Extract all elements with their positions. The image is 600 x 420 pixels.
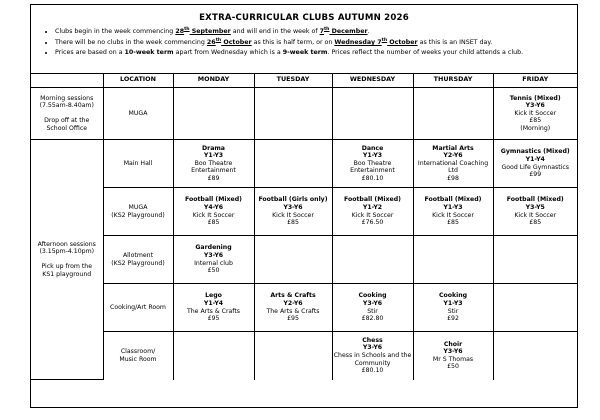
club-entry <box>334 145 412 183</box>
location-label: Music Room <box>119 355 157 363</box>
club-title: Drama <box>202 144 225 152</box>
club-provider: Kick It Soccer <box>272 211 314 219</box>
club-provider: International Coaching Ltd <box>417 159 489 175</box>
club-years: Y1-Y3 <box>443 203 463 211</box>
club-cell <box>413 88 493 140</box>
club-cell <box>493 88 577 140</box>
note-item <box>55 48 573 57</box>
column-header <box>31 73 103 88</box>
club-cell <box>493 188 577 236</box>
club-title: Football (Mixed) <box>344 196 401 204</box>
clubs-timetable <box>31 73 577 380</box>
note-emphasis: 28 <box>175 28 185 36</box>
note-emphasis: October <box>221 39 252 47</box>
club-cost: £82.80 <box>361 315 384 323</box>
session-line: Drop off at the <box>44 117 90 125</box>
club-cost: £92 <box>447 315 459 323</box>
club-cell <box>413 332 493 380</box>
club-cell <box>493 236 577 284</box>
clubs-document <box>30 4 578 408</box>
club-years: Y2-Y6 <box>443 152 463 160</box>
column-header: TUESDAY <box>254 73 332 88</box>
club-cell <box>332 332 413 380</box>
club-entry <box>175 145 253 183</box>
location-cell <box>103 140 173 188</box>
club-cell <box>332 88 413 140</box>
note-superscript: th <box>215 38 222 44</box>
table-row <box>31 140 577 188</box>
club-cell <box>493 284 577 332</box>
club-title: Cooking <box>358 292 387 300</box>
club-cost: £85 <box>529 219 542 227</box>
column-header: WEDNESDAY <box>332 73 413 88</box>
club-title: Lego <box>205 292 222 300</box>
club-cell <box>332 236 413 284</box>
document-header <box>31 5 577 74</box>
club-cell <box>332 188 413 236</box>
club-provider: Kick It Soccer <box>351 211 394 219</box>
club-provider: Good Life Gymnastics <box>501 163 570 171</box>
session-line: (3.15pm-4.10pm) <box>39 248 95 256</box>
note-text: Prices are based on a <box>55 48 125 56</box>
club-entry <box>334 337 412 375</box>
club-title: Gardening <box>195 244 232 252</box>
club-title: Football (Girls only) <box>258 196 328 204</box>
club-provider: Kick It Soccer <box>514 109 557 117</box>
club-years: Y1-Y4 <box>525 155 545 163</box>
club-provider: Kick It Soccer <box>514 211 557 219</box>
club-cell <box>173 284 254 332</box>
club-provider: Boo Theatre Entertainment <box>191 159 236 175</box>
location-cell <box>103 332 173 380</box>
club-cell <box>254 284 332 332</box>
location-label: MUGA <box>128 203 148 211</box>
note-superscript: th <box>323 27 330 32</box>
club-cell <box>493 332 577 380</box>
note-superscript: th <box>381 38 388 44</box>
session-line: Morning sessions <box>40 94 94 102</box>
club-cell <box>254 236 332 284</box>
location-label: Classroom/ <box>120 348 156 356</box>
club-entry <box>334 292 412 322</box>
club-provider: The Arts & Crafts <box>186 307 241 315</box>
club-provider: Mr S Thomas <box>432 355 474 363</box>
club-provider: Kick It Soccer <box>192 211 235 219</box>
club-cost: £85 <box>529 117 542 125</box>
club-title: Choir <box>443 340 463 348</box>
club-cell <box>173 88 254 140</box>
club-cost: £80.10 <box>361 367 384 375</box>
club-years: Y1-Y3 <box>362 152 383 160</box>
note-text: apart from Wednesday which is a <box>173 48 283 56</box>
club-cost: £98 <box>447 174 459 182</box>
note-item <box>55 25 573 36</box>
note-emphasis: December <box>329 28 368 36</box>
location-label: Allotment <box>122 251 154 259</box>
column-header: MONDAY <box>173 73 254 88</box>
club-cell <box>254 332 332 380</box>
club-cost: £76.50 <box>361 219 384 227</box>
note-text: as this is an INSET day. <box>417 39 493 47</box>
club-years: Y3-Y6 <box>283 203 303 211</box>
note-emphasis: September <box>189 28 231 36</box>
morning-session-cell <box>31 88 103 140</box>
note-text: There will be no clubs in the week commencing <box>55 39 207 47</box>
club-years: Y1-Y2 <box>362 203 383 211</box>
note-bold: 10-week term <box>124 48 174 56</box>
note-item <box>55 36 573 47</box>
location-cell <box>103 88 173 140</box>
club-years: Y3-Y5 <box>525 203 545 211</box>
column-header: LOCATION <box>103 73 173 88</box>
table-row <box>31 236 577 284</box>
club-years: Y1-Y3 <box>203 152 224 160</box>
club-entry <box>415 292 492 322</box>
location-cell <box>103 236 173 284</box>
club-cost: £99 <box>529 171 542 179</box>
club-years: Y3-Y6 <box>443 348 463 356</box>
note-text: and will end in the week of <box>230 28 320 36</box>
location-label: (KS2 Playground) <box>111 211 165 219</box>
club-cell <box>173 188 254 236</box>
session-line <box>32 256 102 264</box>
afternoon-session-cell <box>31 140 103 380</box>
club-cell <box>254 188 332 236</box>
club-entry <box>175 196 253 226</box>
session-line: KS1 playground <box>42 270 92 278</box>
club-provider: Stir <box>367 307 378 315</box>
club-provider: Chess in Schools and the Community <box>333 351 412 367</box>
club-years: Y1-Y4 <box>203 299 224 307</box>
club-title: Dance <box>361 144 384 152</box>
location-label: Main Hall <box>123 159 153 167</box>
club-years: Y3-Y6 <box>525 102 545 110</box>
club-entry <box>415 196 492 226</box>
club-cell <box>413 284 493 332</box>
club-cell <box>173 236 254 284</box>
club-entry <box>495 196 577 226</box>
note-text: Clubs begin in the week commencing <box>55 28 176 36</box>
club-cost: £85 <box>287 219 299 227</box>
club-title: Football (Mixed) <box>424 196 482 204</box>
note-text: as this is half term, or on <box>251 39 335 47</box>
club-cell <box>413 236 493 284</box>
table-row <box>31 88 577 140</box>
notes-list <box>31 25 577 57</box>
document-title: EXTRA-CURRICULAR CLUBS AUTUMN 2026 <box>199 13 409 23</box>
location-cell <box>103 188 173 236</box>
club-cost: £80.10 <box>361 174 384 182</box>
note-superscript: th <box>184 27 190 32</box>
club-entry <box>256 292 331 322</box>
club-title: Cooking <box>438 292 468 300</box>
club-years: Y3-Y6 <box>203 251 224 259</box>
club-entry <box>415 341 492 371</box>
club-entry <box>175 292 253 322</box>
club-title: Football (Mixed) <box>185 196 242 204</box>
note-emphasis: 26 <box>206 39 216 47</box>
note-emphasis: 7 <box>319 28 324 36</box>
note-emphasis: October <box>387 39 418 47</box>
club-entry <box>415 145 492 183</box>
club-title: Chess <box>362 336 383 344</box>
club-cost: £85 <box>207 219 220 227</box>
note-bold: 9-week term <box>282 48 328 56</box>
club-years: Y2-Y6 <box>283 299 303 307</box>
club-cell <box>173 140 254 188</box>
club-title: Gymnastics (Mixed) <box>500 148 570 156</box>
club-provider: Internal club <box>194 259 233 267</box>
club-provider: Kick It Soccer <box>432 211 474 219</box>
club-cost: £85 <box>447 219 459 227</box>
club-cost: £50 <box>447 363 459 371</box>
club-entry <box>175 244 253 274</box>
club-entry <box>256 196 331 226</box>
session-line: (7.55am-8.40am) <box>39 102 94 110</box>
session-line: Afternoon sessions <box>37 240 96 248</box>
table-row <box>31 332 577 380</box>
club-cost: £95 <box>287 315 299 323</box>
note-text: . Prices reflect the number of weeks your child attends a club. <box>327 48 524 56</box>
club-cost: £50 <box>207 267 220 275</box>
club-cell <box>493 140 577 188</box>
table-header-row <box>31 73 577 88</box>
club-cell <box>173 332 254 380</box>
location-label: MUGA <box>128 109 148 117</box>
club-years: Y3-Y6 <box>362 344 383 352</box>
club-provider: Stir <box>447 307 459 315</box>
club-cell <box>254 140 332 188</box>
club-title: Arts & Crafts <box>270 292 316 300</box>
club-entry <box>334 196 412 226</box>
club-cost: £89 <box>207 174 220 182</box>
location-label: (KS2 Playground) <box>111 259 165 267</box>
club-entry <box>495 148 577 178</box>
table-row <box>31 188 577 236</box>
club-cost: £95 <box>207 315 220 323</box>
session-line: School Office <box>46 124 88 132</box>
club-title: Football (Mixed) <box>506 196 564 204</box>
note-text: . <box>367 28 370 36</box>
club-title: Tennis (Mixed) <box>509 94 561 102</box>
club-provider: The Arts & Crafts <box>266 307 320 315</box>
club-cell <box>413 188 493 236</box>
location-label: Cooking/Art Room <box>110 303 166 311</box>
location-cell <box>103 284 173 332</box>
column-header: THURSDAY <box>413 73 493 88</box>
club-cell <box>254 88 332 140</box>
club-title: Martial Arts <box>432 144 474 152</box>
club-cell <box>332 140 413 188</box>
club-cell <box>332 284 413 332</box>
session-line <box>32 110 102 118</box>
club-years: Y4-Y6 <box>203 203 224 211</box>
club-entry <box>495 95 577 133</box>
note-emphasis: Wednesday 7 <box>334 39 382 47</box>
session-line: Pick up from the <box>41 263 93 271</box>
club-provider: Boo Theatre Entertainment <box>350 159 395 175</box>
table-row <box>31 284 577 332</box>
club-years: Y1-Y3 <box>443 299 463 307</box>
club-note: (Morning) <box>520 124 551 132</box>
club-years: Y3-Y6 <box>362 299 383 307</box>
club-cell <box>413 140 493 188</box>
column-header: FRIDAY <box>493 73 577 88</box>
